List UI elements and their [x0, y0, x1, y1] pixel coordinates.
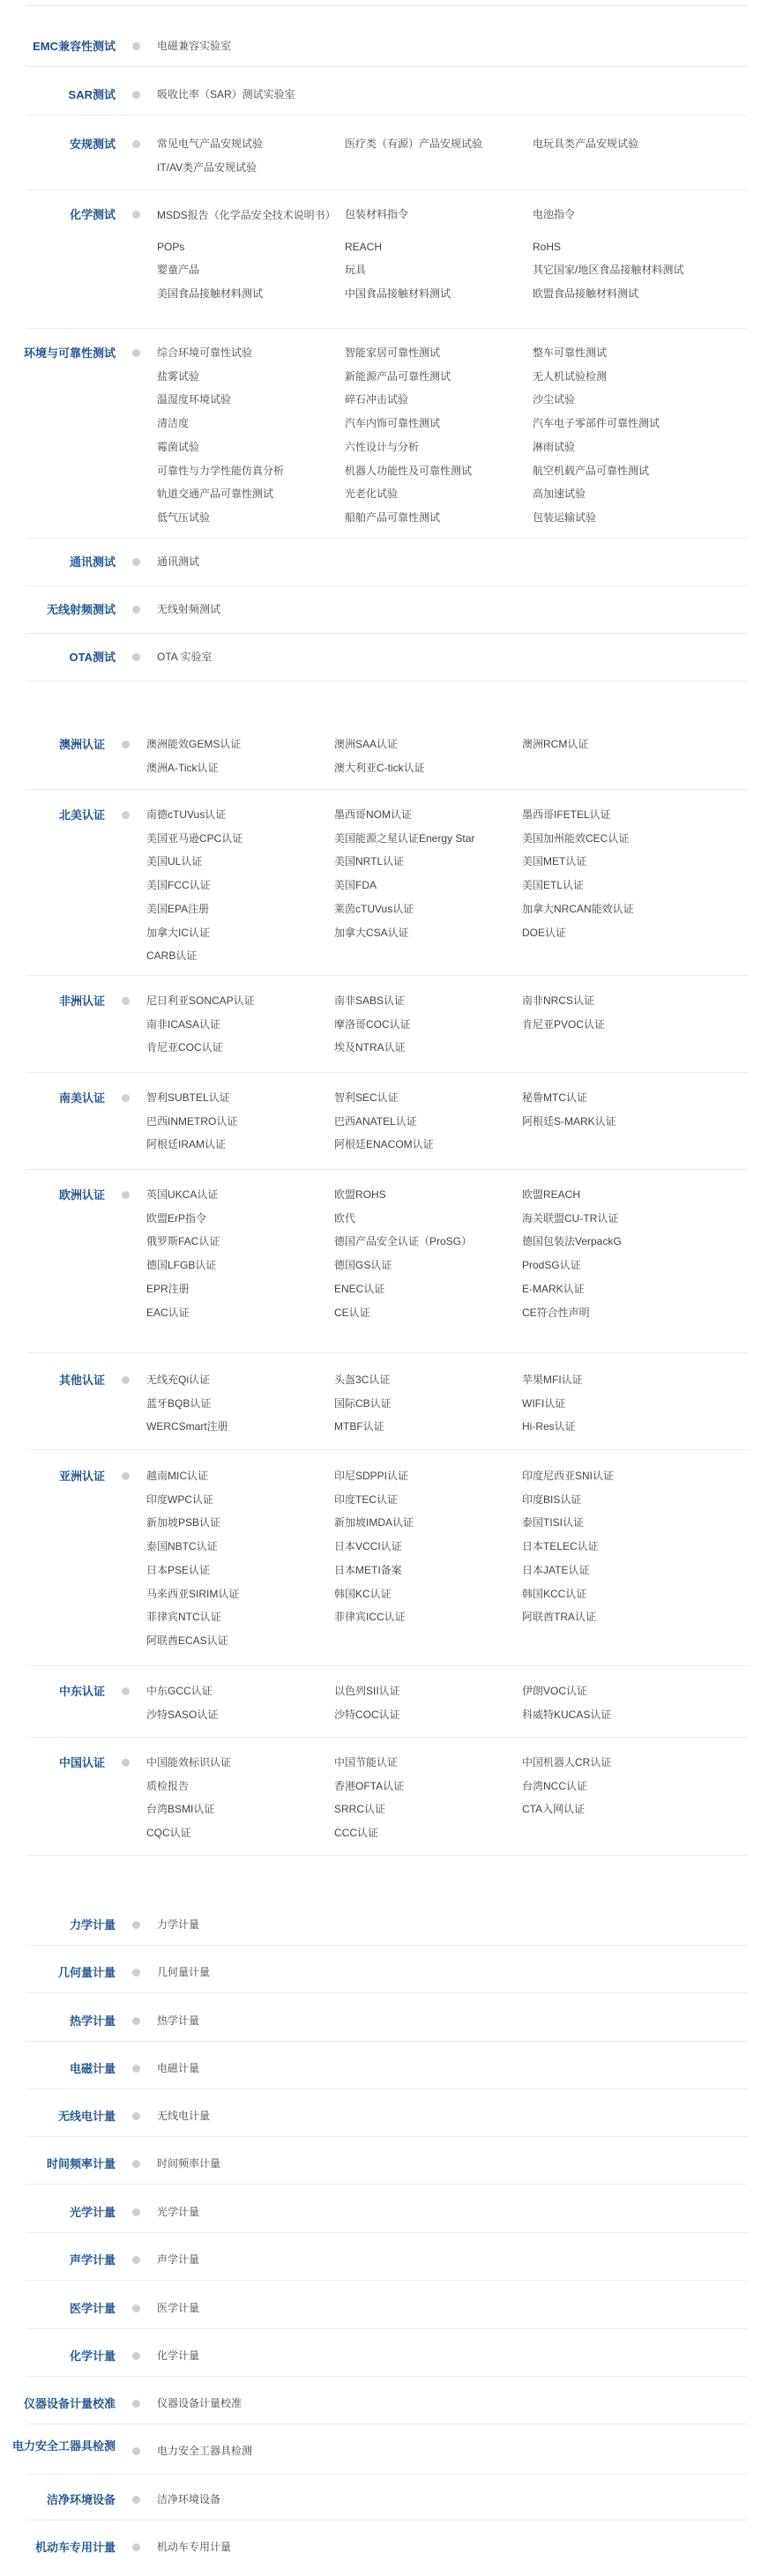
service-link[interactable]: 美国NRTL认证 [334, 855, 405, 868]
service-link[interactable]: 吸收比率（SAR）测试实验室 [157, 88, 295, 101]
row-divider [26, 2376, 748, 2377]
service-link[interactable]: 热学计量 [157, 2014, 200, 2027]
bullet-dot-icon [122, 741, 130, 748]
service-link[interactable]: 德国GS认证 [334, 1259, 392, 1272]
bullet-dot-icon [132, 2543, 140, 2551]
service-link[interactable]: DOE认证 [522, 926, 567, 939]
service-link[interactable]: 肯尼亚PVOC认证 [522, 1017, 606, 1031]
service-link[interactable]: 德国LFGB认证 [146, 1259, 217, 1272]
service-link[interactable]: 欧盟食品接触材料测试 [533, 287, 639, 301]
service-link[interactable]: 俄罗斯FAC认证 [146, 1235, 220, 1248]
bullet-dot-icon [122, 997, 130, 1005]
service-link[interactable]: 澳大利亚C-tick认证 [334, 761, 425, 774]
row-divider [26, 1449, 748, 1450]
service-link[interactable]: 南非ICASA认证 [146, 1017, 221, 1031]
category-title[interactable]: 无线电计量 [57, 2110, 116, 2123]
service-link[interactable]: 电池指令 [533, 208, 576, 220]
service-link[interactable]: 泰国NBTC认证 [146, 1540, 218, 1553]
service-link[interactable]: 机动车专用计量 [157, 2541, 232, 2553]
service-link[interactable]: 欧盟ErP指令 [146, 1211, 207, 1225]
service-link[interactable]: OTA 实验室 [157, 651, 213, 663]
service-link[interactable]: 中国能效标识认证 [146, 1756, 232, 1768]
service-link[interactable]: 中国食品接触材料测试 [345, 287, 451, 301]
service-link[interactable]: 汽车电子零部件可靠性测试 [533, 417, 660, 430]
row-divider [26, 328, 748, 329]
service-link[interactable]: 仪器设备计量校准 [157, 2397, 242, 2409]
bullet-dot-icon [132, 2065, 140, 2073]
service-link[interactable]: 苹果MFI认证 [522, 1374, 583, 1386]
category-title[interactable]: 化学测试 [69, 208, 116, 221]
row-divider [26, 1855, 748, 1856]
row-divider [26, 1945, 748, 1946]
service-link[interactable]: RoHS [533, 240, 562, 253]
service-link[interactable]: 淋雨试验 [533, 440, 576, 453]
row-divider [26, 2184, 748, 2185]
service-link[interactable]: 包装运输试验 [533, 510, 597, 524]
service-link[interactable]: EPR注册 [146, 1282, 190, 1295]
category-title[interactable]: 中东认证 [58, 1685, 105, 1698]
category-title[interactable]: EMC兼容性测试 [33, 40, 116, 53]
service-link[interactable]: 蓝牙BQB认证 [146, 1396, 212, 1410]
row-divider [26, 585, 748, 586]
service-link[interactable]: 加拿大IC认证 [146, 926, 211, 939]
category-title[interactable]: 热学计量 [69, 2014, 116, 2028]
service-link[interactable]: 印度BIS认证 [522, 1493, 582, 1506]
service-link[interactable]: 婴童产品 [157, 264, 200, 277]
service-link[interactable]: 沙特COC认证 [334, 1708, 400, 1721]
service-link[interactable]: CE认证 [334, 1306, 370, 1319]
service-link[interactable]: 头盔3C认证 [334, 1374, 391, 1386]
category-title[interactable]: 洁净环境设备 [46, 2493, 116, 2506]
service-link[interactable]: 汽车内饰可靠性测试 [345, 417, 441, 430]
service-link[interactable]: 阿根廷IRAM认证 [146, 1138, 227, 1151]
row-divider [26, 2280, 748, 2281]
top-divider [26, 5, 748, 6]
service-link[interactable]: CE符合性声明 [522, 1306, 590, 1319]
service-link[interactable]: 沙特SASO认证 [146, 1708, 219, 1721]
service-link[interactable]: 欧代 [334, 1211, 356, 1225]
service-link[interactable]: 美国亚马逊CPC认证 [146, 831, 243, 845]
service-link[interactable]: 包装材料指令 [345, 208, 409, 220]
service-link[interactable]: 泰国TISI认证 [522, 1516, 585, 1530]
bullet-dot-icon [132, 2447, 140, 2455]
service-link[interactable]: 日本TELEC认证 [522, 1540, 599, 1553]
service-link[interactable]: 清洁度 [157, 417, 190, 430]
service-link[interactable]: 阿联酋TRA认证 [522, 1611, 597, 1624]
service-link[interactable]: 六性设计与分析 [345, 440, 420, 453]
category-title[interactable]: 通讯测试 [69, 555, 116, 569]
service-link[interactable]: E-MARK认证 [522, 1282, 585, 1295]
bullet-dot-icon [132, 2496, 140, 2504]
row-divider [26, 633, 748, 634]
service-link[interactable]: 中国节能认证 [334, 1756, 399, 1768]
service-link[interactable]: 越南MIC认证 [146, 1470, 208, 1482]
row-divider [26, 1665, 748, 1666]
row-divider [26, 975, 748, 976]
service-link[interactable]: CTA入网认证 [522, 1803, 586, 1816]
bullet-dot-icon [132, 91, 140, 99]
bullet-dot-icon [122, 1376, 130, 1384]
category-title[interactable]: 安规测试 [69, 138, 116, 151]
bullet-dot-icon [132, 2208, 140, 2216]
service-link[interactable]: IT/AV类产品安规试验 [157, 160, 257, 174]
service-link[interactable]: 新加坡PSB认证 [146, 1516, 221, 1530]
service-link[interactable]: 玩具 [345, 264, 367, 277]
bullet-dot-icon [132, 1921, 140, 1929]
service-link[interactable]: 力学计量 [157, 1918, 200, 1931]
row-divider [26, 2423, 748, 2424]
service-link[interactable]: 时间频率计量 [157, 2157, 221, 2170]
service-link[interactable]: 台湾NCC认证 [522, 1779, 587, 1792]
service-link[interactable]: 霉菌试验 [157, 440, 200, 453]
service-link[interactable]: 南德cTUVus认证 [146, 808, 227, 821]
service-link[interactable]: 菲律宾ICC认证 [334, 1611, 406, 1624]
bullet-dot-icon [122, 1687, 130, 1695]
service-link[interactable]: 电磁计量 [157, 2062, 200, 2074]
service-link[interactable]: 海关联盟CU-TR认证 [522, 1211, 619, 1225]
category-title[interactable]: 亚洲认证 [58, 1470, 105, 1483]
service-link[interactable]: 医学计量 [157, 2302, 200, 2314]
service-link[interactable]: 美国UL认证 [146, 855, 203, 868]
service-link[interactable]: 船舶产品可靠性测试 [345, 510, 441, 524]
service-link[interactable]: 可靠性与力学性能仿真分析 [157, 464, 285, 477]
service-link[interactable]: 台湾BSMI认证 [146, 1803, 215, 1816]
service-link[interactable]: 香港OFTA认证 [334, 1779, 405, 1792]
service-link[interactable]: 日本METI备案 [334, 1563, 402, 1576]
service-link[interactable]: 声学计量 [157, 2253, 200, 2266]
category-title[interactable]: 力学计量 [69, 1918, 116, 1932]
service-link[interactable]: 英国UKCA认证 [146, 1188, 219, 1201]
service-link[interactable]: 欧盟REACH [522, 1188, 581, 1201]
service-link[interactable]: 光学计量 [157, 2206, 200, 2218]
service-link[interactable]: 美国食品接触材料测试 [157, 287, 264, 301]
bullet-dot-icon [132, 653, 140, 661]
service-link[interactable]: 印度WPC认证 [146, 1493, 213, 1506]
service-link[interactable]: 加拿大CSA认证 [334, 926, 409, 939]
service-link[interactable]: 智利SEC认证 [334, 1091, 399, 1104]
service-link[interactable]: 中东GCC认证 [146, 1685, 213, 1697]
service-link[interactable]: 美国ETL认证 [522, 879, 585, 892]
category-title[interactable]: 电力安全工器具检测 [11, 2439, 116, 2453]
service-link[interactable]: 美国加州能效CEC认证 [522, 831, 630, 845]
category-title[interactable]: 医学计量 [69, 2302, 116, 2315]
service-link[interactable]: 医疗类（有源）产品安规试验 [345, 138, 483, 150]
service-link[interactable]: 美国FCC认证 [146, 879, 211, 892]
service-link[interactable]: 马来西亚SIRIM认证 [146, 1587, 240, 1600]
service-link[interactable]: 中国机器人CR认证 [522, 1756, 612, 1768]
service-link[interactable]: ENEC认证 [334, 1282, 385, 1295]
category-title[interactable]: 非洲认证 [58, 994, 105, 1008]
category-title[interactable]: SAR测试 [68, 88, 116, 101]
service-link[interactable]: 印度尼西亚SNI认证 [522, 1470, 615, 1482]
bullet-dot-icon [132, 2160, 140, 2168]
row-divider [26, 2136, 748, 2137]
service-link[interactable]: MTBF认证 [334, 1420, 384, 1433]
row-divider [26, 1169, 748, 1170]
service-link[interactable]: 其它国家/地区食品接触材料测试 [533, 264, 684, 277]
service-link[interactable]: 美国FDA [334, 879, 377, 892]
service-link[interactable]: 墨西哥NOM认证 [334, 808, 412, 821]
service-link[interactable]: 印度TEC认证 [334, 1493, 399, 1506]
service-link[interactable]: 综合环境可靠性试验 [157, 346, 253, 359]
row-divider [26, 2328, 748, 2329]
category-title[interactable]: 欧洲认证 [58, 1188, 105, 1202]
service-link[interactable]: 加拿大NRCAN能效认证 [522, 902, 634, 915]
service-link[interactable]: 美国MET认证 [522, 855, 587, 868]
service-link[interactable]: 美国能源之星认证Energy Star [334, 831, 475, 845]
bullet-dot-icon [132, 42, 140, 50]
service-link[interactable]: 常见电气产品安规试验 [157, 138, 264, 150]
service-link[interactable]: 摩洛哥COC认证 [334, 1017, 411, 1031]
service-link[interactable]: 澳洲A-Tick认证 [146, 761, 219, 774]
service-link[interactable]: CARB认证 [146, 949, 198, 963]
category-title[interactable]: 澳洲认证 [58, 738, 105, 751]
service-link[interactable]: CQC认证 [146, 1827, 191, 1840]
bullet-dot-icon [132, 2112, 140, 2120]
bullet-dot-icon [132, 1969, 140, 1977]
service-link[interactable]: ProdSG认证 [522, 1259, 581, 1272]
bullet-dot-icon [122, 1094, 130, 1102]
bullet-dot-icon [122, 1191, 130, 1199]
service-link[interactable]: 无线充Qi认证 [146, 1374, 211, 1386]
service-link[interactable]: 巴西ANATEL认证 [334, 1114, 417, 1128]
service-link[interactable]: 阿联酋ECAS认证 [146, 1634, 228, 1647]
category-title[interactable]: 电磁计量 [69, 2062, 116, 2075]
category-title[interactable]: 环境与可靠性测试 [23, 346, 116, 360]
service-link[interactable]: 以色列SII认证 [334, 1685, 400, 1697]
category-title[interactable]: 中国认证 [58, 1756, 105, 1769]
category-title[interactable]: 仪器设备计量校准 [23, 2397, 116, 2410]
service-link[interactable]: 航空机载产品可靠性测试 [533, 464, 650, 477]
service-link[interactable]: 新能源产品可靠性测试 [345, 369, 451, 383]
category-title[interactable]: 南美认证 [58, 1091, 105, 1105]
bullet-dot-icon [122, 1472, 130, 1480]
service-link[interactable]: 韩国KC认证 [334, 1587, 392, 1600]
service-link[interactable]: 日本JATE认证 [522, 1563, 590, 1576]
service-link[interactable]: SRRC认证 [334, 1803, 386, 1816]
service-link[interactable]: 韩国KCC认证 [522, 1587, 587, 1600]
service-link[interactable]: 温湿度环境试验 [157, 393, 232, 406]
service-link[interactable]: 澳洲SAA认证 [334, 738, 399, 750]
category-title[interactable]: OTA测试 [69, 651, 116, 664]
service-link[interactable]: 菲律宾NTC认证 [146, 1611, 221, 1624]
service-link[interactable]: 高加速试验 [533, 488, 586, 501]
row-divider [26, 1737, 748, 1738]
service-link[interactable]: 无人机试验检测 [533, 369, 608, 383]
category-title[interactable]: 北美认证 [58, 808, 105, 822]
service-link[interactable]: 德国产品安全认证（ProSG） [334, 1235, 473, 1248]
category-title[interactable]: 其他认证 [58, 1374, 105, 1387]
row-divider [26, 1992, 748, 1993]
service-link[interactable]: 电玩具类产品安规试验 [533, 138, 639, 150]
category-title[interactable]: 机动车专用计量 [34, 2541, 116, 2554]
category-title[interactable]: 时间频率计量 [46, 2157, 116, 2170]
service-link[interactable]: 欧盟ROHS [334, 1188, 386, 1201]
row-divider [26, 2474, 748, 2475]
service-link[interactable]: 阿根廷ENACOM认证 [334, 1138, 434, 1151]
service-link[interactable]: 几何量计量 [157, 1966, 211, 1978]
service-link[interactable]: 尼日利亚SONCAP认证 [146, 994, 255, 1007]
service-link[interactable]: 科威特KUCAS认证 [522, 1708, 612, 1721]
service-link[interactable]: 澳洲RCM认证 [522, 738, 589, 750]
bullet-dot-icon [132, 558, 140, 566]
service-link[interactable]: 印尼SDPPI认证 [334, 1470, 409, 1482]
service-link[interactable]: 机器人功能性及可靠性测试 [345, 464, 473, 477]
service-link[interactable]: Hi-Res认证 [522, 1420, 576, 1433]
service-link[interactable]: 秘鲁MTC认证 [522, 1091, 587, 1104]
row-divider [26, 789, 748, 790]
service-link[interactable]: 无线射频测试 [157, 603, 221, 615]
service-link[interactable]: 质检报告 [146, 1779, 190, 1792]
service-link[interactable]: 伊朗VOC认证 [522, 1685, 588, 1697]
bullet-dot-icon [132, 2017, 140, 2025]
bullet-dot-icon [122, 1759, 130, 1767]
row-divider [26, 1072, 748, 1073]
service-link[interactable]: CCC认证 [334, 1827, 378, 1840]
bullet-dot-icon [132, 2256, 140, 2264]
category-title[interactable]: 光学计量 [69, 2206, 116, 2219]
service-link[interactable]: EAC认证 [146, 1306, 190, 1319]
service-link[interactable]: WIFI认证 [522, 1396, 566, 1410]
service-link[interactable]: 碎石冲击试验 [345, 393, 409, 406]
service-link[interactable]: 无线电计量 [157, 2110, 211, 2122]
row-divider [26, 66, 748, 67]
service-link[interactable]: 南非SABS认证 [334, 994, 406, 1007]
service-link[interactable]: 电力安全工器具检测 [157, 2445, 253, 2457]
service-link[interactable]: MSDS报告（化学品安全技术说明书） [157, 209, 336, 221]
service-link[interactable]: 盐雾试验 [157, 369, 200, 383]
bullet-dot-icon [132, 140, 140, 148]
row-divider [26, 2041, 748, 2042]
category-title[interactable]: 声学计量 [69, 2253, 116, 2267]
row-divider [26, 1352, 748, 1353]
service-link[interactable]: 阿根廷S-MARK认证 [522, 1114, 616, 1128]
row-divider [26, 2088, 748, 2089]
service-link[interactable]: 埃及NTRA认证 [334, 1041, 406, 1054]
service-link[interactable]: POPs [157, 240, 185, 253]
bullet-dot-icon [132, 2400, 140, 2408]
service-link[interactable]: 化学计量 [157, 2349, 200, 2362]
service-link[interactable]: 智能家居可靠性测试 [345, 346, 441, 359]
service-link[interactable]: 国际CB认证 [334, 1396, 392, 1410]
bullet-dot-icon [132, 2352, 140, 2360]
service-link[interactable]: 电磁兼容实验室 [157, 40, 232, 52]
bullet-dot-icon [132, 211, 140, 219]
service-link[interactable]: 莱茵cTUVus认证 [334, 902, 414, 915]
service-link[interactable]: 墨西哥IFETEL认证 [522, 808, 611, 821]
service-link[interactable]: 新加坡IMDA认证 [334, 1516, 414, 1530]
service-link[interactable]: 整车可靠性测试 [533, 346, 608, 359]
service-link[interactable]: 德国包装法VerpackG [522, 1235, 622, 1248]
category-title[interactable]: 几何量计量 [57, 1966, 116, 1979]
bullet-dot-icon [132, 349, 140, 357]
row-divider [26, 538, 748, 539]
service-link[interactable]: 光老化试验 [345, 488, 399, 501]
service-link[interactable]: 沙尘试验 [533, 393, 576, 406]
service-link[interactable]: 日本VCCI认证 [334, 1540, 402, 1553]
service-link[interactable]: 洁净环境设备 [157, 2493, 221, 2505]
service-link[interactable]: 巴西INMETRO认证 [146, 1114, 238, 1128]
row-divider [26, 2232, 748, 2233]
service-link[interactable]: WERCSmart注册 [146, 1420, 228, 1433]
service-link[interactable]: 美国EPA注册 [146, 902, 210, 915]
service-link[interactable]: 智利SUBTEL认证 [146, 1091, 230, 1104]
service-link[interactable]: 澳洲能效GEMS认证 [146, 738, 242, 750]
bullet-dot-icon [122, 811, 130, 819]
service-link[interactable]: 轨道交通产品可靠性测试 [157, 488, 274, 501]
bullet-dot-icon [132, 606, 140, 614]
service-link[interactable]: 通讯测试 [157, 555, 200, 568]
service-link[interactable]: 南非NRCS认证 [522, 994, 595, 1007]
service-link[interactable]: REACH [345, 240, 383, 253]
service-link[interactable]: 肯尼亚COC认证 [146, 1041, 223, 1054]
category-title[interactable]: 化学计量 [69, 2349, 116, 2363]
service-link[interactable]: 低气压试验 [157, 510, 211, 524]
bullet-dot-icon [132, 2304, 140, 2312]
category-title[interactable]: 无线射频测试 [46, 603, 116, 616]
service-link[interactable]: 日本PSE认证 [146, 1563, 211, 1576]
